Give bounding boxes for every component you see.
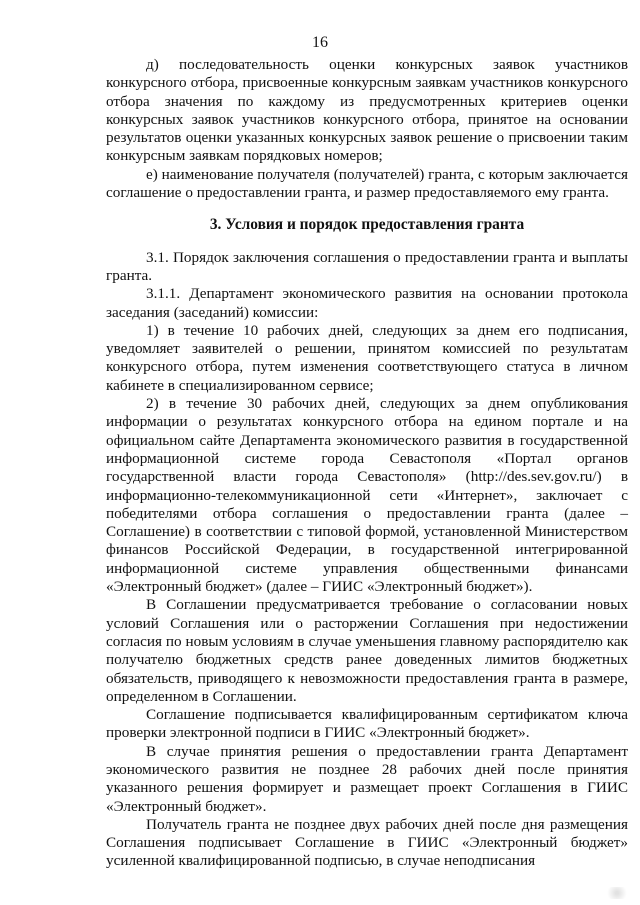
scan-artifact <box>602 887 632 899</box>
paragraph-item-e: е) наименование получателя (получателей) гранта, с которым заключается соглашение о предоставлении гранта, и размер предоставляемого ему гранта. <box>106 165 628 202</box>
paragraph-item-2: 2) в течение 30 рабочих дней, следующих за днем опубликования информации о результатах конкурсного отбора на едином портале и на официальном сайте Департамента экономического развития в государственной информационной системе города Севастополя «Портал органов государственной власти города Севастополя» (http://des.sev.gov.ru/) в информационно-телекоммуникационной сети «Интернет», заключает с победителями отбора соглашения о предоставлении гранта (далее – Соглашение) в соответствии с типовой формой, установленной Министерством финансов Российской Федерации, в государственной интегрированной информационной системе управления общественными финансами «Электронный бюджет» (далее – ГИИС «Электронный бюджет»). <box>106 395 628 596</box>
paragraph-agreement-terms: В Соглашении предусматривается требование о согласовании новых условий Соглашения или о расторжении Соглашения при недостижении согласия по новым условиям в случае уменьшения главному распорядителю как получателю бюджетных средств ранее доведенных лимитов бюджетных обязательств, приводящего к невозможности предоставления гранта в размере, определенном в Соглашении. <box>106 596 628 705</box>
paragraph-3-1-1: 3.1.1. Департамент экономического развития на основании протокола заседания (заседаний) комиссии: <box>106 285 628 321</box>
paragraph-item-1: 1) в течение 10 рабочих дней, следующих за днем его подписания, уведомляет заявителей о решении, принятом комиссией по результатам конкурсного отбора, путем изменения соответствующего статуса в личном кабинете в специализированном сервисе; <box>106 321 628 394</box>
section-heading: 3. Условия и порядок предоставления гранта <box>209 216 525 234</box>
spacer <box>106 235 628 249</box>
paragraph-agreement-signing: Соглашение подписывается квалифицированным сертификатом ключа проверки электронной подписи в ГИИС «Электронный бюджет». <box>106 706 628 742</box>
paragraph-recipient-signing: Получатель гранта не позднее двух рабочих дней после дня размещения Соглашения подписывает Соглашение в ГИИС «Электронный бюджет» усиленной квалифицированной подписью, в случае неподписания <box>106 815 628 870</box>
document-body <box>106 56 628 871</box>
paragraph-draft-agreement: В случае принятия решения о предоставлении гранта Департамент экономического развития не позднее 28 рабочих дней после принятия указанного решения формирует и размещает проект Соглашения в ГИИС «Электронный бюджет». <box>106 742 628 815</box>
page-number: 16 <box>312 34 328 51</box>
spacer <box>106 202 628 216</box>
paragraph-item-d: д) последовательность оценки конкурсных заявок участников конкурсного отбора, присвоенные конкурсным заявкам участников конкурсного отбора значения по каждому из предусмотренных критериев оценки конкурсных заявок участников конкурсного отбора, принятое на основании результатов оценки указанных конкурсных заявок решение о присвоении таким конкурсным заявкам порядковых номеров; <box>106 56 628 165</box>
paragraph-3-1: 3.1. Порядок заключения соглашения о предоставлении гранта и выплаты гранта. <box>106 248 628 284</box>
